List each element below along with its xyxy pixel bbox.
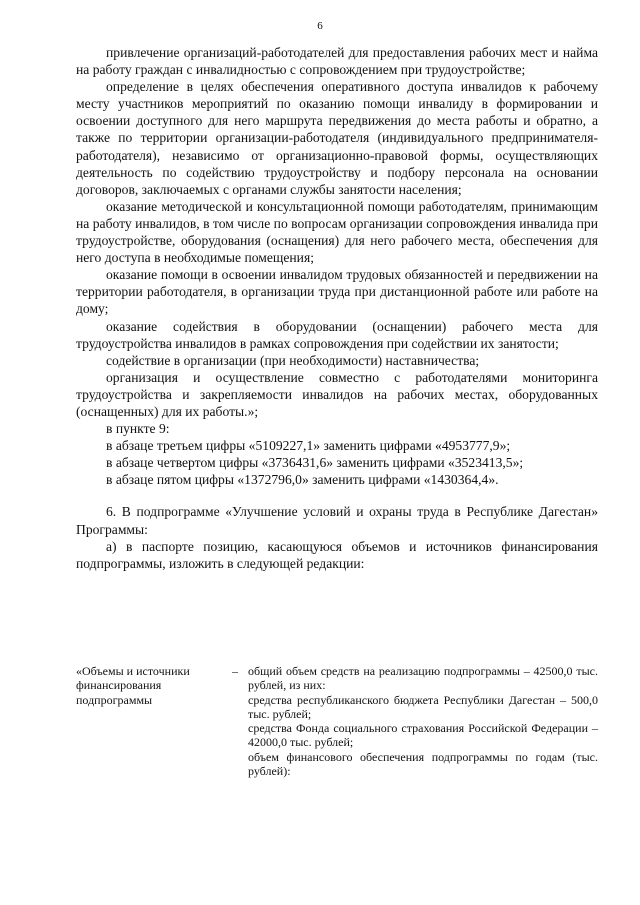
passport-content-line: средства Фонда социального страхования Российской Федерации – 42000,0 тыс. рублей; <box>248 721 598 750</box>
page-number: 6 <box>317 20 323 32</box>
passport-label-line: финансирования <box>76 678 162 693</box>
paragraph: содействие в организации (при необходимости) наставничества; <box>106 352 480 368</box>
passport-label <box>76 664 238 707</box>
paragraph: а) в паспорте позицию, касающуюся объемов и источников финансирования подпрограммы, изложить в следующей редакции: <box>76 538 598 571</box>
passport-content-line: средства республиканского бюджета Республики Дагестан – 500,0 тыс. рублей; <box>248 692 598 721</box>
paragraph: в абзаце пятом цифры «1372796,0» заменить цифрами «1430364,4». <box>106 472 499 488</box>
paragraph: оказание содействия в оборудовании (оснащении) рабочего места для трудоустройства инвалидов в рамках сопровождения при содействии их занятости; <box>76 318 598 351</box>
paragraph: организация и осуществление совместно с работодателями мониторинга трудоустройства и закрепляемости инвалидов на рабочих местах, оборудованных (оснащенных) для их работы.»; <box>76 369 598 419</box>
passport-label-dash: – <box>232 664 238 678</box>
paragraph: оказание помощи в освоении инвалидом трудовых обязанностей и передвижении на территории работодателя, в организации труда при дистанционной работе или работе на дому; <box>76 267 598 317</box>
passport-label-line: подпрограммы <box>76 692 153 707</box>
paragraph: в абзаце третьем цифры «5109227,1» заменить цифрами «4953777,9»; <box>106 438 511 454</box>
paragraph: в абзаце четвертом цифры «3736431,6» заменить цифрами «3523413,5»; <box>106 455 524 471</box>
paragraph: оказание методической и консультационной помощи работодателям, принимающим на работу инвалидов, в том числе по вопросам организации сопровождения инвалида при трудоустройстве, оборудования (оснащения) для него рабочего места, обеспечения для него доступа в необходимые помещения; <box>76 198 598 266</box>
paragraph: привлечение организаций-работодателей для предоставления рабочих мест и найма на работу граждан с инвалидностью с сопровождением при трудоустройстве; <box>76 45 598 78</box>
paragraph: в пункте 9: <box>106 421 170 437</box>
passport-content <box>248 664 598 778</box>
document-body <box>76 44 598 572</box>
paragraph: определение в целях обеспечения оперативного доступа инвалидов к рабочему месту участников мероприятий по оказанию помощи инвалиду в формировании и освоении доступного для него маршрута передвижения до места работы и обратно, а также по территории организации-работодателя (индивидуального предпринимателя-работодателя), независимо от организационно-правовой формы, осуществляющих деятельность по содействию трудоустройству и подбору персонала на основании договоров, заключаемых с органами службы занятости населения; <box>76 79 598 197</box>
passport-label-line: «Объемы и источники <box>76 664 190 678</box>
section-heading: 6. В подпрограмме «Улучшение условий и охраны труда в Республике Дагестан» Программы: <box>76 504 598 537</box>
passport-content-line: общий объем средств на реализацию подпрограммы – 42500,0 тыс. рублей, из них: <box>248 664 598 693</box>
passport-content-line: объем финансового обеспечения подпрограммы по годам (тыс. рублей): <box>248 749 598 779</box>
